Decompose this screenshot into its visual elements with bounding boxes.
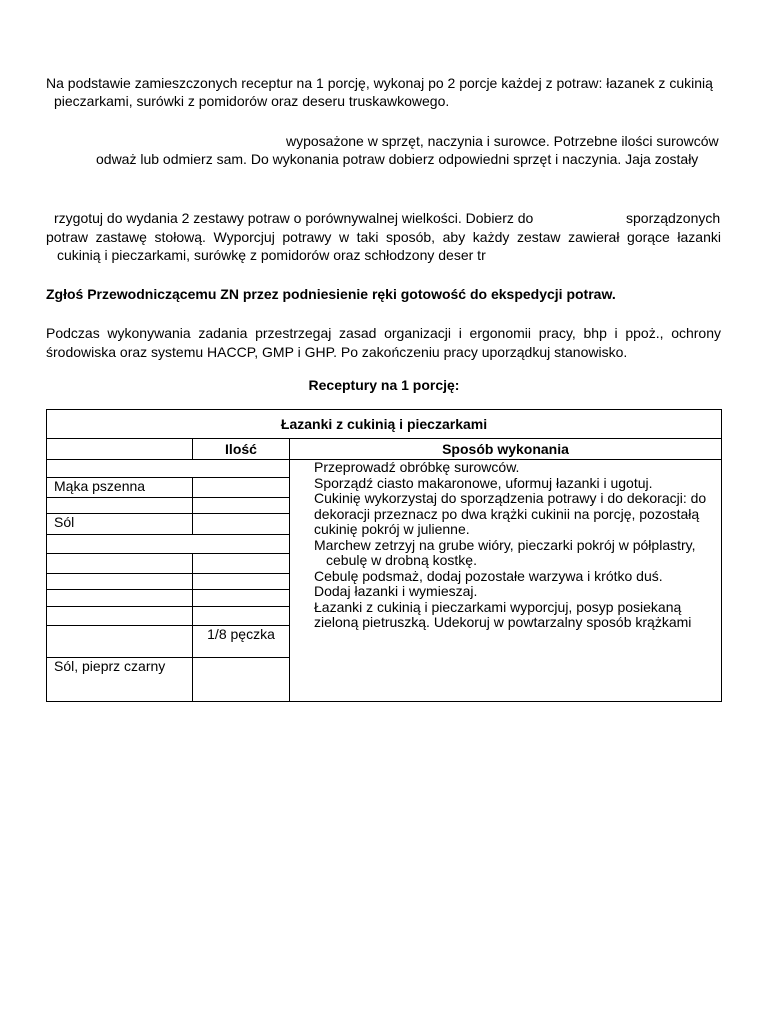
method-line: Marchew zetrzyj na grube wióry, pieczarki pokrój w półplastry, — [314, 536, 696, 553]
ingredient-name: Sól — [47, 514, 193, 535]
ingredient-row — [47, 535, 290, 554]
ingredient-qty — [193, 514, 290, 535]
para2-line-2: odważ lub odmierz sam. Do wykonania potraw dobierz odpowiedni sprzęt i naczynia. Jaja zostały — [96, 151, 699, 167]
ingredient-name — [47, 607, 193, 626]
intro-line-2: pieczarkami, surówki z pomidorów oraz deseru truskawkowego. — [54, 93, 450, 109]
para3-line-1b: sporządzonych — [626, 210, 721, 226]
method-cell — [290, 460, 722, 702]
ingredient-qty — [193, 498, 290, 514]
ingredient-qty — [193, 574, 290, 590]
header-ingredient — [47, 439, 193, 460]
method-line: dekoracji przeznacz po dwa krążki cukinii na porcję, pozostałą — [314, 505, 700, 522]
method-line: Cebulę podsmaż, dodaj pozostałe warzywa i krótko duś. — [314, 567, 663, 584]
ingredient-qty: 1/8 pęczka — [193, 626, 290, 658]
ingredient-name — [47, 554, 193, 574]
rules-line-2: środowiska oraz systemu HACCP, GMP i GHP. Po zakończeniu pracy uporządkuj stanowisko. — [46, 344, 628, 360]
intro-line-1: Na podstawie zamieszczonych receptur na 1 porcję, wykonaj po 2 porcje każdej z potraw: łazanek z cukinią — [46, 75, 713, 91]
header-quantity: Ilość — [193, 439, 290, 460]
para3-line-3: cukinią i pieczarkami, surówkę z pomidorów oraz schłodzony deser tr — [57, 247, 486, 263]
ingredient-name — [47, 498, 193, 514]
method-line: Przeprowadź obróbkę surowców. — [314, 459, 520, 475]
para2-line-1: wyposażone w sprzęt, naczynia i surowce. Potrzebne ilości surowców — [286, 133, 719, 149]
ingredient-qty — [193, 590, 290, 607]
para3-line-1a: rzygotuj do wydania 2 zestawy potraw o porównywalnej wielkości. Dobierz do — [54, 210, 534, 226]
ingredient-name — [47, 590, 193, 607]
ingredient-row — [47, 460, 290, 478]
notice: Zgłoś Przewodniczącemu ZN przez podniesienie ręki gotowość do ekspedycji potraw. — [46, 286, 616, 302]
method-line: Sporządź ciasto makaronowe, uformuj łazanki i ugotuj. — [314, 474, 653, 491]
method-line: Łazanki z cukinią i pieczarkami wyporcjuj, posyp posiekaną — [314, 598, 682, 615]
ingredient-qty — [193, 607, 290, 626]
header-method: Sposób wykonania — [290, 439, 722, 460]
method-line: cebulę w drobną kostkę. — [326, 552, 477, 568]
ingredient-name: Mąka pszenna — [47, 478, 193, 498]
rules-line-1: Podczas wykonywania zadania przestrzegaj zasad organizacji i ergonomii pracy, bhp i ppoż., ochrony — [46, 325, 721, 341]
recipes-heading: Receptury na 1 porcję: — [308, 377, 460, 393]
ingredient-name — [47, 626, 193, 658]
recipe-table — [46, 409, 722, 702]
method-line: Dodaj łazanki i wymieszaj. — [314, 583, 478, 599]
ingredient-qty — [193, 478, 290, 498]
method-line: Cukinię wykorzystaj do sporządzenia potrawy i do dekoracji: do — [314, 490, 707, 506]
para3-line-2: potraw zastawę stołową. Wyporcjuj potrawy w taki sposób, aby każdy zestaw zawierał gorące łazanki — [46, 229, 721, 245]
ingredient-qty — [193, 554, 290, 574]
recipe-title: Łazanki z cukinią i pieczarkami — [47, 410, 722, 439]
method-line: zieloną pietruszką. Udekoruj w powtarzalny sposób krążkami — [314, 614, 692, 630]
ingredient-name: Sól, pieprz czarny — [47, 658, 193, 702]
method-line: cukinię pokrój w julienne. — [314, 521, 470, 537]
ingredient-name — [47, 574, 193, 590]
ingredient-qty — [193, 658, 290, 702]
